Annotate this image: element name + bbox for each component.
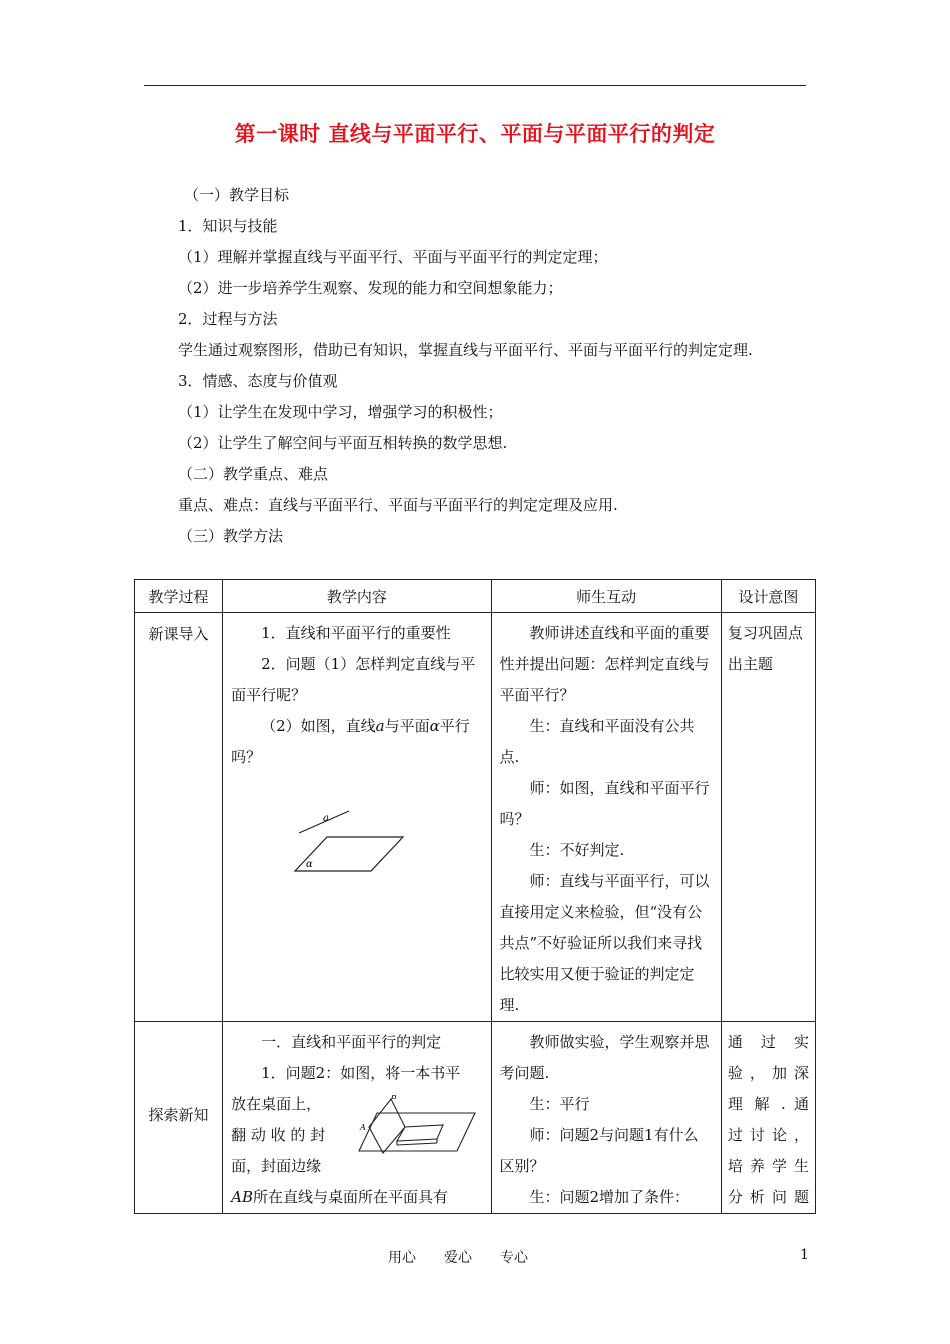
page-number: 1 xyxy=(800,1247,809,1263)
table-row xyxy=(135,1022,816,1214)
stage-cell xyxy=(135,613,223,1022)
header-intent: 设计意图 xyxy=(721,580,815,613)
stage-label: 新课导入 xyxy=(148,625,209,643)
header-content: 教学内容 xyxy=(223,580,491,613)
objective-attitude-2: （2）让学生了解空间与平面互相转换的数学思想. xyxy=(178,434,508,452)
objective-attitude-heading: 3．情感、态度与价值观 xyxy=(178,372,338,390)
table-row xyxy=(135,613,816,1022)
objective-process-text: 学生通过观察图形，借助已有知识，掌握直线与平面平行、平面与平面平行的判定定理. xyxy=(178,341,753,359)
interaction-paragraph: 师：如图，直线和平面平行吗？ xyxy=(499,779,710,828)
interaction-paragraph: 生：问题2增加了条件： xyxy=(529,1188,690,1206)
section-methods-heading: （三）教学方法 xyxy=(178,527,284,545)
keypoints-text: 重点、难点：直线与平面平行、平面与平面平行的判定定理及应用. xyxy=(178,496,618,514)
text-fragment: （2）如图，直线 xyxy=(261,717,376,735)
content-paragraph: 1．问题2：如图，将一本书平 xyxy=(261,1064,461,1082)
interaction-paragraph: 教师讲述直线和平面的重要性并提出问题：怎样判定直线与平面平行？ xyxy=(499,624,710,704)
interaction-paragraph: 师：问题2与问题1有什么区别？ xyxy=(499,1126,699,1175)
book-on-table-figure xyxy=(357,1095,485,1159)
intent-line: 验，加深 xyxy=(727,1064,809,1082)
content-cell xyxy=(223,613,491,1022)
content-paragraph xyxy=(231,1182,482,1213)
point-a-label: A xyxy=(359,1123,366,1132)
objective-knowledge-1: （1）理解并掌握直线与平面平行、平面与平面平行的判定定理； xyxy=(178,248,608,266)
book-body xyxy=(397,1125,443,1141)
intent-line: 培养学生 xyxy=(727,1157,809,1175)
point-b-label: B xyxy=(390,1095,397,1101)
intent-text: 复习巩固点出主题 xyxy=(727,624,803,673)
header-stage: 教学过程 xyxy=(135,580,223,613)
variable-alpha: α xyxy=(429,717,440,735)
content-paragraph: 翻 动 收 的 封 xyxy=(231,1126,326,1144)
content-paragraph xyxy=(231,711,482,773)
objective-knowledge-heading: 1．知识与技能 xyxy=(178,217,278,235)
interaction-paragraph: 生：平行 xyxy=(529,1095,590,1113)
interaction-cell xyxy=(491,613,721,1022)
text-fragment: 所在直线与桌面所在平面具有 xyxy=(252,1188,448,1206)
intent-line: 理 解 . 通 xyxy=(727,1095,809,1113)
section-keypoints-heading: （二）教学重点、难点 xyxy=(178,465,329,483)
interaction-paragraph: 师：直线与平面平行，可以直接用定义来检验，但“没有公共点”不好验证所以我们来寻找比较实用又便于验证的判定定理. xyxy=(499,872,710,1014)
header-interaction: 师生互动 xyxy=(491,580,721,613)
objective-attitude-1: （1）让学生在发现中学习，增强学习的积极性； xyxy=(178,403,503,421)
content-paragraph: 2．问题（1）怎样判定直线与平面平行呢？ xyxy=(231,655,476,704)
stage-cell xyxy=(135,1022,223,1214)
content-cell xyxy=(223,1022,491,1214)
intent-line: 过讨论， xyxy=(727,1126,809,1144)
interaction-paragraph: 教师做实验，学生观察并思考问题. xyxy=(499,1033,710,1082)
plane-alpha-label: α xyxy=(306,859,313,870)
variable-ab: AB xyxy=(231,1188,253,1206)
variable-a: a xyxy=(375,717,385,735)
table-header-row xyxy=(135,580,816,613)
section-objectives-heading: （一）教学目标 xyxy=(184,186,290,204)
page-title: 第一课时 直线与平面平行、平面与平面平行的判定 xyxy=(234,121,716,146)
line-a-label: a xyxy=(323,813,330,824)
objective-knowledge-2: （2）进一步培养学生观察、发现的能力和空间想象能力； xyxy=(178,279,563,297)
intent-line: 分析问题 xyxy=(727,1188,809,1206)
text-fragment: 平行吗？ xyxy=(231,717,470,766)
interaction-cell xyxy=(491,1022,721,1214)
content-paragraph: 一．直线和平面平行的判定 xyxy=(261,1033,442,1051)
content-paragraph: 放在桌面上， xyxy=(231,1095,322,1113)
intent-cell xyxy=(721,1022,815,1214)
lesson-plan-table xyxy=(134,579,816,1214)
stage-label: 探索新知 xyxy=(148,1106,209,1124)
text-fragment: 与平面 xyxy=(384,717,430,735)
interaction-paragraph: 生：不好判定. xyxy=(529,841,625,859)
line-plane-figure xyxy=(291,809,411,879)
content-paragraph: 面，封面边缘 xyxy=(231,1157,322,1175)
interaction-paragraph: 生：直线和平面没有公共点. xyxy=(499,717,695,766)
header-rule xyxy=(144,85,806,86)
intent-cell xyxy=(721,613,815,1022)
footer-text: 用心 爱心 专心 xyxy=(388,1250,528,1266)
objective-process-heading: 2．过程与方法 xyxy=(178,310,278,328)
book-edge xyxy=(397,1143,437,1145)
content-paragraph: 1．直线和平面平行的重要性 xyxy=(261,624,451,642)
intent-line: 通 过 实 xyxy=(727,1033,809,1051)
